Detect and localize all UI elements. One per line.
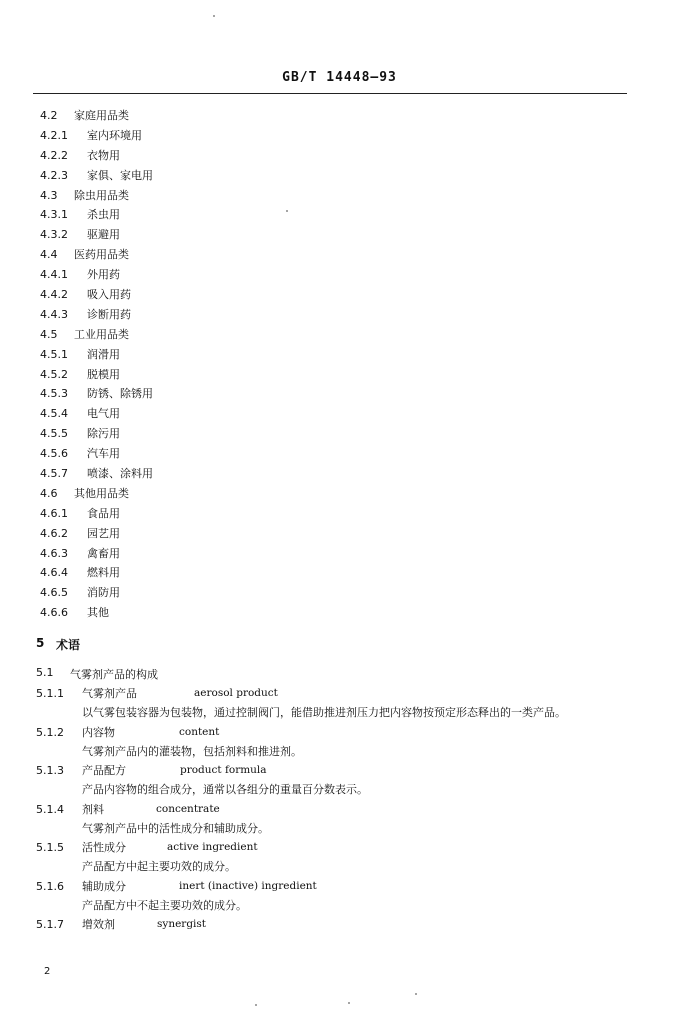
term-entry: [36, 684, 636, 723]
item-label: 禽畜用: [87, 546, 120, 560]
item-label: 喷漆、涂料用: [87, 467, 153, 481]
item-number: 4.3.2: [40, 228, 68, 242]
item-label: 家庭用品类: [74, 109, 129, 122]
term-number: 5.1.5: [36, 841, 64, 854]
item-label: 外用药: [87, 268, 120, 282]
item-number: 4.2.2: [40, 148, 68, 162]
term-heading: [36, 723, 636, 742]
item-number: 4.5.7: [40, 467, 68, 481]
term-entry: [36, 838, 636, 877]
item-label: 工业用品类: [74, 327, 129, 341]
term-entry: [36, 761, 636, 800]
term-english: active ingredient: [167, 841, 258, 853]
item-label: 食品用: [87, 506, 120, 520]
item-number: 4.3.1: [40, 208, 68, 222]
scan-speck: [286, 210, 288, 212]
item-number: 4.6.4: [40, 566, 68, 580]
term-number: 5.1.3: [36, 764, 64, 777]
item-number: 4.5.1: [40, 347, 68, 361]
term-heading: [36, 838, 636, 857]
item-number: 4.4.2: [40, 288, 68, 302]
term-chinese: 活性成分: [82, 841, 126, 854]
term-number: 5.1.7: [36, 918, 64, 931]
item-label: 电气用: [87, 407, 120, 421]
item-label: 杀虫用: [87, 208, 120, 222]
item-number: 4.2.3: [40, 168, 68, 182]
item-number: 4.6: [40, 486, 58, 500]
section-title: 术语: [56, 638, 81, 652]
term-number: 5.1.4: [36, 802, 64, 816]
item-label: 诊断用药: [87, 307, 131, 321]
item-label: 驱避用: [87, 228, 120, 242]
item-number: 4.5.3: [40, 387, 68, 401]
term-heading: [36, 800, 636, 819]
subsection-title: 气雾剂产品的构成: [70, 668, 158, 681]
term-definition: 以气雾包装容器为包装物，通过控制阀门，能借助推进剂压力把内容物按预定形态释出的一类产品。: [82, 706, 566, 719]
section-number: 5: [36, 636, 45, 650]
term-english: synergist: [157, 918, 207, 930]
item-number: 4.6.2: [40, 526, 68, 540]
item-label: 燃料用: [87, 566, 120, 580]
item-number: 4.2.1: [40, 128, 68, 142]
item-label: 润滑用: [87, 347, 120, 361]
term-number: 5.1.2: [36, 725, 64, 739]
item-number: 4.4.3: [40, 307, 68, 321]
term-definition: 产品配方中不起主要功效的成分。: [82, 898, 247, 912]
term-definition: 气雾剂产品内的灌装物，包括剂料和推进剂。: [82, 744, 302, 758]
header-rule: [33, 93, 627, 94]
item-label: 衣物用: [87, 148, 120, 162]
term-heading: [36, 684, 636, 703]
page-number: 2: [44, 966, 51, 977]
item-number: 4.3: [40, 188, 58, 202]
item-number: 4.5: [40, 327, 58, 341]
scan-speck: [415, 993, 417, 995]
term-definition: 产品内容物的组合成分，通常以各组分的重量百分数表示。: [82, 783, 368, 796]
term-english: inert (inactive) ingredient: [179, 879, 317, 892]
item-number: 4.6.6: [40, 606, 68, 620]
term-chinese: 产品配方: [82, 764, 126, 777]
term-heading: [36, 915, 636, 934]
term-chinese: 增效剂: [82, 918, 115, 931]
item-number: 4.5.2: [40, 367, 68, 381]
item-label: 其他: [87, 606, 109, 620]
page-header-standard-id: GB/T 14448—93: [282, 70, 397, 85]
item-label: 脱模用: [87, 367, 120, 381]
item-label: 除污用: [87, 427, 120, 441]
term-chinese: 辅助成分: [82, 879, 126, 893]
item-number: 4.2: [40, 109, 58, 122]
item-label: 家俱、家电用: [87, 168, 153, 182]
item-label: 汽车用: [87, 447, 120, 461]
scan-speck: [213, 15, 215, 17]
term-number: 5.1.1: [36, 687, 64, 700]
item-number: 4.6.3: [40, 546, 68, 560]
term-chinese: 内容物: [82, 725, 115, 739]
item-label: 消防用: [87, 586, 120, 600]
item-label: 其他用品类: [74, 486, 129, 500]
term-entry: [36, 723, 636, 762]
term-heading: [36, 761, 636, 780]
item-number: 4.6.5: [40, 586, 68, 600]
item-number: 4.6.1: [40, 506, 68, 520]
item-label: 除虫用品类: [74, 188, 129, 202]
item-number: 4.4.1: [40, 268, 68, 282]
term-entry: [36, 915, 636, 934]
item-label: 园艺用: [87, 526, 120, 540]
term-definition: 气雾剂产品中的活性成分和辅助成分。: [82, 821, 269, 835]
item-number: 4.5.5: [40, 427, 68, 441]
item-number: 4.4: [40, 248, 58, 262]
scan-speck: [255, 1004, 257, 1006]
term-definition: 产品配方中起主要功效的成分。: [82, 860, 236, 873]
term-heading: [36, 877, 636, 896]
term-number: 5.1.6: [36, 879, 64, 893]
item-label: 医药用品类: [74, 248, 129, 262]
term-english: content: [179, 725, 220, 738]
term-chinese: 剂料: [82, 802, 104, 816]
item-label: 室内环境用: [87, 128, 142, 142]
scan-speck: [348, 1002, 350, 1004]
item-label: 防锈、除锈用: [87, 387, 153, 401]
term-entry: [36, 800, 636, 839]
terms-list: [36, 684, 636, 934]
term-english: concentrate: [156, 802, 220, 815]
item-label: 吸入用药: [87, 288, 131, 302]
term-entry: [36, 877, 636, 916]
term-english: product formula: [180, 764, 267, 776]
item-number: 4.5.4: [40, 407, 68, 421]
subsection-heading: [36, 666, 158, 681]
subsection-number: 5.1: [36, 666, 54, 679]
term-english: aerosol product: [194, 687, 278, 699]
term-chinese: 气雾剂产品: [82, 687, 137, 700]
item-number: 4.5.6: [40, 447, 68, 461]
